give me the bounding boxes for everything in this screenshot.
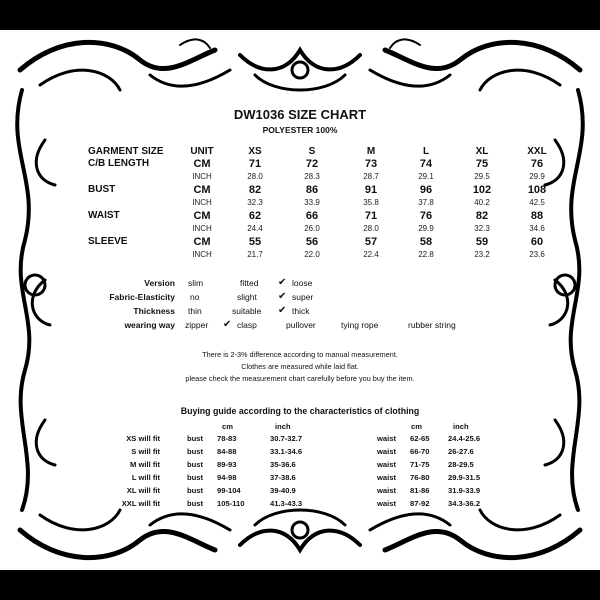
unit-inch: INCH bbox=[192, 224, 212, 233]
size-chart-sheet bbox=[0, 30, 600, 570]
fit-size-label: S will fit bbox=[131, 447, 160, 456]
inch-value: 34.6 bbox=[529, 224, 545, 233]
unit-inch: INCH bbox=[192, 198, 212, 207]
cm-value: 76 bbox=[530, 158, 544, 170]
check-icon: ✔ bbox=[223, 319, 232, 330]
attribute-option: tying rope bbox=[341, 320, 379, 330]
bust-label: bust bbox=[187, 499, 204, 508]
fit-size-label: XL will fit bbox=[126, 486, 160, 495]
cm-value: 88 bbox=[530, 210, 544, 222]
inch-value: 37.8 bbox=[418, 198, 434, 207]
inch-value: 22.4 bbox=[363, 250, 379, 259]
cm-value: 58 bbox=[419, 236, 433, 248]
check-icon: ✔ bbox=[278, 291, 287, 302]
unit-cm: CM bbox=[193, 158, 211, 170]
attribute-option: super bbox=[292, 292, 314, 302]
size-chart-content bbox=[0, 30, 600, 570]
guide-cm-header-waist: cm bbox=[411, 422, 422, 431]
fit-size-label: XXL will fit bbox=[121, 499, 160, 508]
bust-label: bust bbox=[187, 447, 204, 456]
cm-value: 62 bbox=[248, 210, 262, 222]
cm-value: 73 bbox=[364, 158, 378, 170]
attribute-option: loose bbox=[292, 278, 313, 288]
bust-cm: 94-98 bbox=[217, 473, 237, 482]
bust-inch: 33.1-34.6 bbox=[270, 447, 303, 456]
inch-value: 32.3 bbox=[474, 224, 490, 233]
size-header-m: M bbox=[366, 146, 376, 157]
attribute-option: zipper bbox=[185, 320, 209, 330]
bust-inch: 41.3-43.3 bbox=[270, 499, 303, 508]
cm-value: 56 bbox=[305, 236, 319, 248]
fit-size-label: XS will fit bbox=[126, 434, 160, 443]
measure-name: SLEEVE bbox=[88, 236, 128, 247]
attribute-option: rubber string bbox=[408, 320, 456, 330]
bust-inch: 39-40.9 bbox=[270, 486, 296, 495]
inch-value: 22.0 bbox=[304, 250, 320, 259]
cm-value: 74 bbox=[419, 158, 433, 170]
unit-inch: INCH bbox=[192, 172, 212, 181]
waist-inch: 34.3-36.2 bbox=[448, 499, 481, 508]
note-line: please check the measurement chart carefully before you buy the item. bbox=[185, 374, 415, 383]
cm-value: 55 bbox=[248, 236, 262, 248]
chart-title: DW1036 SIZE CHART bbox=[233, 107, 367, 122]
waist-label: waist bbox=[377, 447, 396, 456]
waist-label: waist bbox=[377, 473, 396, 482]
inch-value: 23.2 bbox=[474, 250, 490, 259]
bust-cm: 89-93 bbox=[217, 460, 237, 469]
inch-value: 28.3 bbox=[304, 172, 320, 181]
attribute-option: pullover bbox=[286, 320, 316, 330]
waist-inch: 24.4-25.6 bbox=[448, 434, 481, 443]
inch-value: 29.9 bbox=[418, 224, 434, 233]
inch-value: 21.7 bbox=[247, 250, 263, 259]
size-header-l: L bbox=[422, 146, 430, 157]
inch-value: 29.9 bbox=[529, 172, 545, 181]
check-icon: ✔ bbox=[278, 277, 287, 288]
guide-inch-header-waist: inch bbox=[453, 422, 469, 431]
unit-cm: CM bbox=[193, 184, 211, 196]
cm-value: 57 bbox=[364, 236, 378, 248]
measure-name: C/B LENGTH bbox=[88, 158, 150, 169]
fit-size-label: L will fit bbox=[131, 473, 160, 482]
bust-cm: 78-83 bbox=[217, 434, 237, 443]
inch-value: 26.0 bbox=[304, 224, 320, 233]
waist-inch: 26-27.6 bbox=[448, 447, 474, 456]
attribute-label: Fabric-Elasticity bbox=[109, 292, 175, 302]
cm-value: 75 bbox=[475, 158, 489, 170]
cm-value: 72 bbox=[305, 158, 319, 170]
inch-value: 28.0 bbox=[363, 224, 379, 233]
inch-value: 23.6 bbox=[529, 250, 545, 259]
inch-value: 28.7 bbox=[363, 172, 379, 181]
attribute-option: no bbox=[190, 292, 200, 302]
cm-value: 71 bbox=[364, 210, 378, 222]
attribute-option: slim bbox=[188, 278, 204, 288]
size-header-s: S bbox=[308, 146, 316, 157]
waist-inch: 31.9-33.9 bbox=[448, 486, 481, 495]
note-line: There is 2-3% difference according to manual measurement. bbox=[202, 350, 398, 359]
inch-value: 35.8 bbox=[363, 198, 379, 207]
unit-cm: CM bbox=[193, 236, 211, 248]
guide-inch-header: inch bbox=[275, 422, 291, 431]
cm-value: 66 bbox=[305, 210, 319, 222]
cm-value: 102 bbox=[472, 184, 492, 196]
bust-label: bust bbox=[187, 434, 204, 443]
attribute-label: wearing way bbox=[124, 320, 175, 330]
inch-value: 29.1 bbox=[418, 172, 434, 181]
size-header-xl: XL bbox=[475, 146, 489, 157]
cm-value: 60 bbox=[530, 236, 544, 248]
attribute-label: Thickness bbox=[133, 306, 175, 316]
waist-cm: 87-92 bbox=[410, 499, 430, 508]
waist-inch: 28-29.5 bbox=[448, 460, 474, 469]
waist-label: waist bbox=[377, 460, 396, 469]
cm-value: 108 bbox=[527, 184, 547, 196]
attribute-option: suitable bbox=[232, 306, 262, 316]
bust-label: bust bbox=[187, 486, 204, 495]
inch-value: 40.2 bbox=[474, 198, 490, 207]
cm-value: 82 bbox=[475, 210, 489, 222]
attribute-option: thin bbox=[188, 306, 202, 316]
cm-value: 71 bbox=[248, 158, 262, 170]
cm-value: 91 bbox=[364, 184, 378, 196]
note-line: Clothes are measured while laid flat. bbox=[241, 362, 359, 371]
material-label: POLYESTER 100% bbox=[262, 125, 338, 135]
waist-cm: 81-86 bbox=[410, 486, 430, 495]
size-header-xxl: XXL bbox=[527, 146, 547, 157]
attribute-option: thick bbox=[292, 306, 310, 316]
waist-label: waist bbox=[377, 486, 396, 495]
size-header-xs: XS bbox=[248, 146, 262, 157]
guide-cm-header: cm bbox=[222, 422, 233, 431]
cm-value: 86 bbox=[305, 184, 319, 196]
check-icon: ✔ bbox=[278, 305, 287, 316]
bust-label: bust bbox=[187, 473, 204, 482]
unit-cm: CM bbox=[193, 210, 211, 222]
cm-value: 59 bbox=[475, 236, 489, 248]
attribute-option: fitted bbox=[240, 278, 259, 288]
bust-inch: 30.7-32.7 bbox=[270, 434, 303, 443]
waist-cm: 76-80 bbox=[410, 473, 430, 482]
bust-cm: 84-88 bbox=[217, 447, 237, 456]
inch-value: 42.5 bbox=[529, 198, 545, 207]
measure-name: WAIST bbox=[88, 210, 120, 221]
attribute-option: clasp bbox=[237, 320, 257, 330]
attribute-label: Version bbox=[144, 278, 175, 288]
bust-inch: 35-36.6 bbox=[270, 460, 296, 469]
waist-label: waist bbox=[377, 499, 396, 508]
garment-size-header: GARMENT SIZE bbox=[88, 146, 164, 157]
cm-value: 76 bbox=[419, 210, 433, 222]
buying-guide-title: Buying guide according to the characteristics of clothing bbox=[180, 406, 420, 416]
waist-cm: 62-65 bbox=[410, 434, 430, 443]
waist-cm: 71-75 bbox=[410, 460, 430, 469]
bust-cm: 99-104 bbox=[217, 486, 241, 495]
bust-inch: 37-38.6 bbox=[270, 473, 296, 482]
cm-value: 96 bbox=[419, 184, 433, 196]
bust-label: bust bbox=[187, 460, 204, 469]
fit-size-label: M will fit bbox=[130, 460, 160, 469]
unit-inch: INCH bbox=[192, 250, 212, 259]
measure-name: BUST bbox=[88, 184, 116, 195]
inch-value: 33.9 bbox=[304, 198, 320, 207]
attribute-option: slight bbox=[237, 292, 257, 302]
unit-header: UNIT bbox=[190, 146, 214, 157]
waist-label: waist bbox=[377, 434, 396, 443]
inch-value: 22.8 bbox=[418, 250, 434, 259]
inch-value: 28.0 bbox=[247, 172, 263, 181]
inch-value: 29.5 bbox=[474, 172, 490, 181]
bust-cm: 105-110 bbox=[217, 499, 245, 508]
waist-inch: 29.9-31.5 bbox=[448, 473, 481, 482]
cm-value: 82 bbox=[248, 184, 262, 196]
inch-value: 32.3 bbox=[247, 198, 263, 207]
waist-cm: 66-70 bbox=[410, 447, 430, 456]
inch-value: 24.4 bbox=[247, 224, 263, 233]
